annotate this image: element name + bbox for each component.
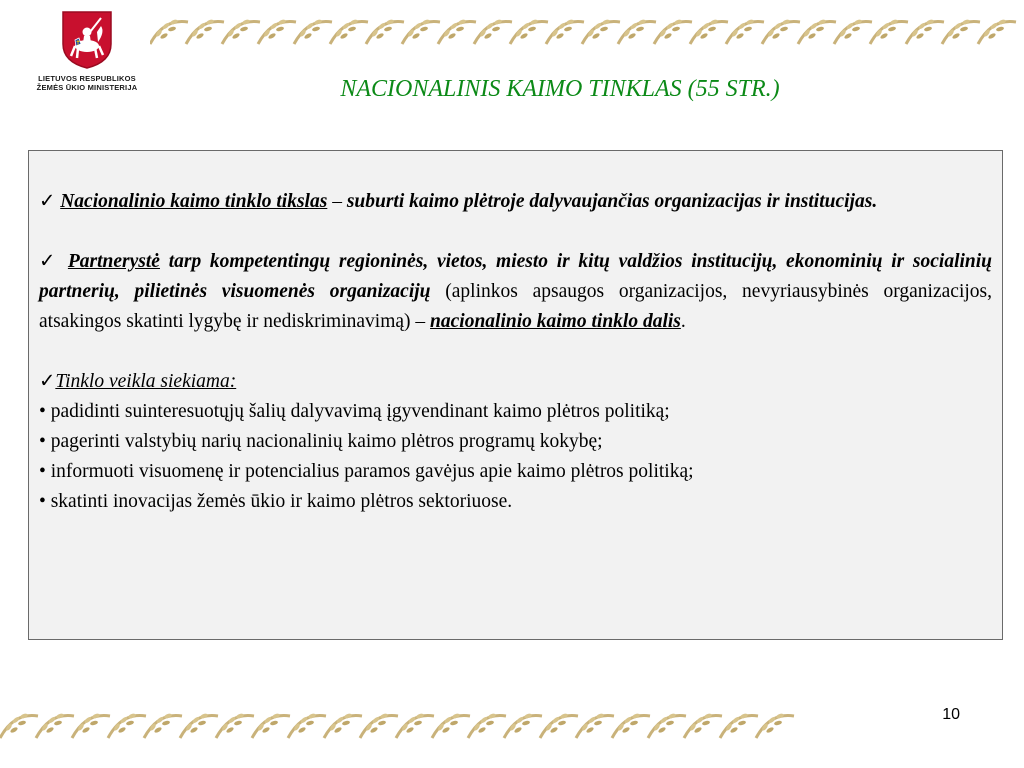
goal-dash: –	[327, 191, 347, 212]
partnership-text-italic: tarp kompetentingų regioninės, vietos, miesto ir kitų valdžios institucijų, ekonominių ir socialinių partnerių, pilietinės visuomenės organizacijų	[39, 251, 993, 302]
logo-line-2: ŽEMĖS ŪKIO MINISTERIJA	[36, 83, 138, 92]
partnership-lead: Partnerystė	[67, 251, 160, 272]
paragraph-partnership	[39, 247, 992, 337]
activity-heading	[39, 367, 992, 397]
checkmark-icon: ✓	[39, 251, 60, 272]
list-item: • skatinti inovacijas žemės ūkio ir kaimo plėtros sektoriuose.	[39, 491, 513, 512]
logo-line-1: LIETUVOS RESPUBLIKOS	[38, 74, 136, 83]
page-number: 10	[942, 706, 960, 723]
list-item: • padidinti suinteresuotųjų šalių dalyvavimą įgyvendinant kaimo plėtros politiką;	[39, 401, 670, 422]
partnership-link: nacionalinio kaimo tinklo dalis	[430, 311, 681, 332]
page-title: NACIONALINIS KAIMO TINKLAS (55 STR.)	[340, 76, 780, 102]
goal-text: suburti kaimo plėtroje dalyvaujančias organizacijas ir institucijas	[346, 191, 873, 212]
checkmark-icon: ✓	[39, 371, 56, 392]
list-item: • pagerinti valstybių narių nacionalinių kaimo plėtros programų kokybę;	[39, 431, 603, 452]
goal-lead: Nacionalinio kaimo tinklo tikslas	[60, 191, 328, 212]
wheat-ornament-top	[150, 10, 1024, 54]
goal-end: .	[872, 191, 878, 212]
activity-list	[39, 397, 992, 517]
list-item: • informuoti visuomenę ir potencialius paramos gavėjus apie kaimo plėtros politiką;	[39, 461, 694, 482]
content-box	[28, 150, 1003, 640]
coat-of-arms-icon	[61, 10, 113, 70]
partnership-text-plain: (aplinkos apsaugos organizacijos, nevyriausybinės organizacijos, atsakingos skatinti lygybę ir nediskriminavimą) –	[39, 281, 992, 332]
ministry-logo	[22, 10, 152, 105]
wheat-ornament-bottom	[0, 706, 810, 746]
checkmark-icon: ✓	[39, 191, 56, 212]
activity-heading-text: Tinklo veikla siekiama:	[55, 371, 237, 392]
partnership-end: .	[680, 311, 686, 332]
paragraph-goal	[39, 187, 992, 217]
